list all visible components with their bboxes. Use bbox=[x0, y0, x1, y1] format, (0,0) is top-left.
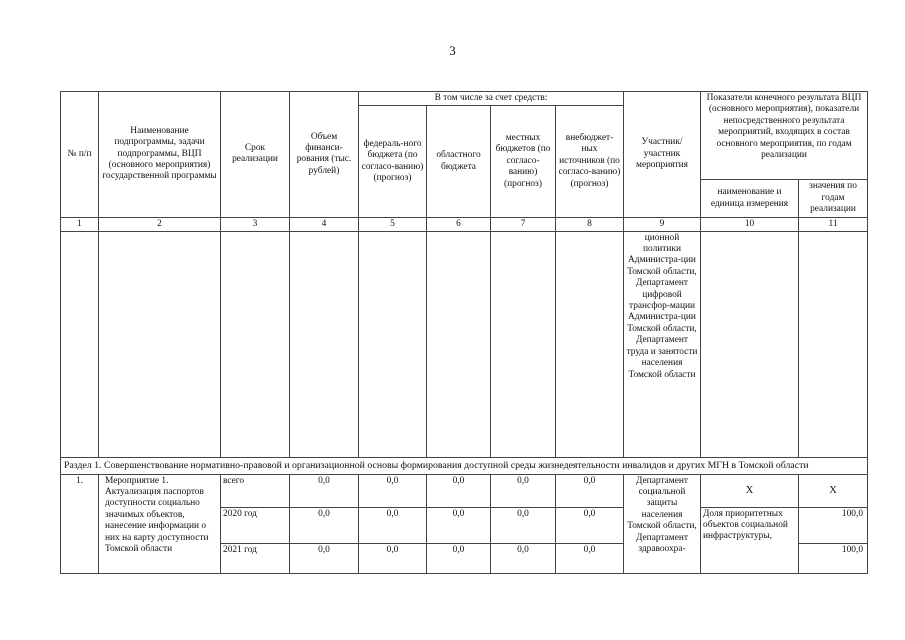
col-number: 7 bbox=[491, 217, 556, 231]
col-number: 9 bbox=[624, 217, 701, 231]
col-number: 10 bbox=[701, 217, 799, 231]
page-number: 3 bbox=[449, 43, 456, 58]
measure-name: Мероприятие 1. Актуализация паспортов доступности социально значимых объектов, нанесение информации о них на карту доступности Томской области bbox=[99, 474, 221, 573]
period-cell: 2021 год bbox=[221, 543, 290, 573]
header-name: Наименование подпрограммы, задачи подпрограммы, ВЦП (основного мероприятия) государственной программы bbox=[99, 92, 221, 218]
section-title: Раздел 1. Совершенствование нормативно-правовой и организационной основы формирования доступной среды жизнедеятельности инвалидов и других МГН в Томской области bbox=[61, 457, 868, 474]
local-cell: 0,0 bbox=[491, 543, 556, 573]
regional-cell: 0,0 bbox=[427, 474, 491, 507]
header-participant: Участник/ участник мероприятия bbox=[624, 92, 701, 218]
table-row bbox=[61, 474, 868, 507]
continuation-participant: ционной политики Администра-ции Томской области, Департамент цифровой трансфор-мации Администра-ции Томской области, Департамент труда и занятости населения Томской области bbox=[624, 231, 701, 457]
col-number: 11 bbox=[799, 217, 868, 231]
volume-cell: 0,0 bbox=[290, 507, 359, 543]
col-number: 5 bbox=[359, 217, 427, 231]
indicator-name: Доля приоритетных объектов социальной инфраструктуры, bbox=[701, 507, 799, 573]
col-number: 6 bbox=[427, 217, 491, 231]
federal-cell: 0,0 bbox=[359, 543, 427, 573]
indicator-x-cell: Х bbox=[701, 474, 799, 507]
col-number: 1 bbox=[61, 217, 99, 231]
continuation-row bbox=[61, 231, 868, 457]
header-volume: Объем финанси-рования (тыс. рублей) bbox=[290, 92, 359, 218]
value-cell: 100,0 bbox=[799, 507, 868, 543]
measure-number: 1. bbox=[61, 474, 99, 573]
measure-participant: Департамент социальной защиты населения Томской области, Департамент здравоохра- bbox=[624, 474, 701, 573]
header-indicator-name: наименование и единица измерения bbox=[701, 180, 799, 217]
federal-cell: 0,0 bbox=[359, 474, 427, 507]
header-local: местных бюджетов (по согласо-ванию) (прогноз) bbox=[491, 106, 556, 217]
column-numbers-row bbox=[61, 217, 868, 231]
federal-cell: 0,0 bbox=[359, 507, 427, 543]
header-period: Срок реализации bbox=[221, 92, 290, 218]
period-cell: всего bbox=[221, 474, 290, 507]
col-number: 3 bbox=[221, 217, 290, 231]
header-indicators: Показатели конечного результата ВЦП (основного мероприятия), показатели непосредственного результата мероприятий, входящих в состав основного мероприятия, по годам реализации bbox=[701, 92, 868, 180]
header-num: № п/п bbox=[61, 92, 99, 218]
header-indicator-values: значения по годам реализации bbox=[799, 180, 868, 217]
local-cell: 0,0 bbox=[491, 474, 556, 507]
program-table bbox=[60, 91, 868, 574]
col-number: 4 bbox=[290, 217, 359, 231]
extra-cell: 0,0 bbox=[556, 507, 624, 543]
value-x-cell: Х bbox=[799, 474, 868, 507]
local-cell: 0,0 bbox=[491, 507, 556, 543]
header-federal: федераль-ного бюджета (по согласо-ванию) (прогноз) bbox=[359, 106, 427, 217]
volume-cell: 0,0 bbox=[290, 543, 359, 573]
col-number: 2 bbox=[99, 217, 221, 231]
header-extra: внебюджет-ных источников (по согласо-ванию) (прогноз) bbox=[556, 106, 624, 217]
value-cell: 100,0 bbox=[799, 543, 868, 573]
volume-cell: 0,0 bbox=[290, 474, 359, 507]
extra-cell: 0,0 bbox=[556, 474, 624, 507]
extra-cell: 0,0 bbox=[556, 543, 624, 573]
header-regional: областного бюджета bbox=[427, 106, 491, 217]
regional-cell: 0,0 bbox=[427, 507, 491, 543]
regional-cell: 0,0 bbox=[427, 543, 491, 573]
period-cell: 2020 год bbox=[221, 507, 290, 543]
header-including: В том числе за счет средств: bbox=[359, 92, 624, 106]
section-row bbox=[61, 457, 868, 474]
col-number: 8 bbox=[556, 217, 624, 231]
